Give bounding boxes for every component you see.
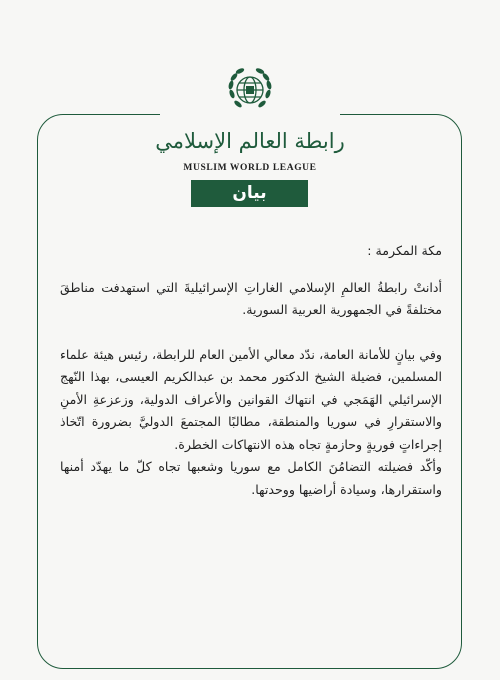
paragraph-secretary-general: وفي بيانٍ للأمانة العامة، ندّد معالي الأمين العام للرابطة، رئيس هيئة علماء المسلمين، فضيلة الشيخ الدكتور محمد بن عبدالكريم العيسى، بهذا النّهج الإسرائيلي الهَمَجي في انتهاك القوانين والأعراف الدولية، وزعزعةِ الأمنِ والاستقرارِ في سوريا والمنطقة، مطالبًا المجتمعَ الدوليَّ بضرورة اتّخاذ إجراءاتٍ فوريةٍ وحازمةٍ تجاه هذه الانتهاكات الخطرة.: [60, 346, 442, 452]
globe-emblem-icon: [224, 64, 276, 116]
salutation: مكة المكرمة :: [367, 243, 442, 258]
logo-arabic-name: رابطة العالم الإسلامي: [155, 129, 345, 153]
statement-body: [60, 240, 442, 501]
logo-english-name: MUSLIM WORLD LEAGUE: [183, 163, 317, 173]
paragraph-solidarity: وأكّد فضيلته التضامُنَ الكامل مع سوريا وشعبها تجاه كلّ ما يهدّد أمنها واستقرارها، وسيادة أراضيها ووحدتها.: [60, 459, 442, 497]
paragraph-condemnation: أدانتْ رابطةُ العالمِ الإسلامي الغاراتِ الإسرائيليةَ التي استهدفت مناطقَ مختلفةً في الجمهورية العربية السورية.: [60, 279, 442, 317]
statement-badge: بيان: [191, 180, 308, 207]
